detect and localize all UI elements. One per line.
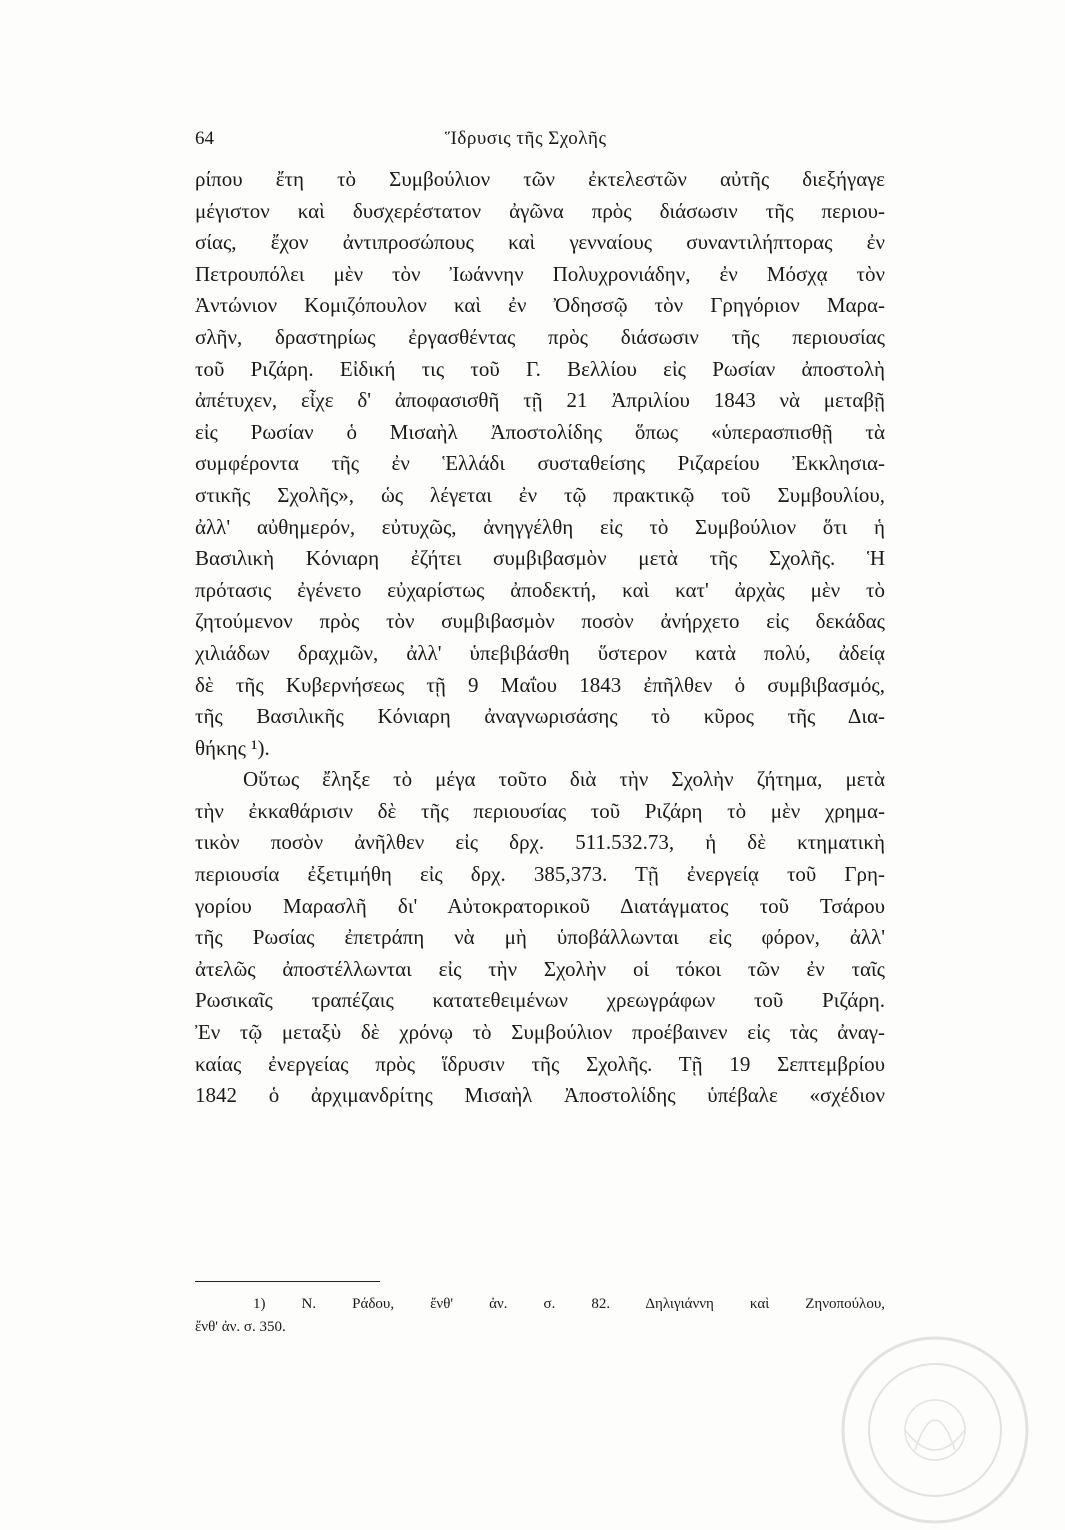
text-line: τῆς Ρωσίας ἐπετράπη νὰ μὴ ὑποβάλλωνται εἰς φόρον, ἀλλ' xyxy=(195,925,885,950)
text-line: Ἐν τῷ μεταξὺ δὲ χρόνῳ τὸ Συμβούλιον προέβαινεν εἰς τὰς ἀναγ- xyxy=(195,1020,885,1045)
footnote-divider xyxy=(195,1281,380,1282)
body-text xyxy=(195,164,885,1112)
text-line: Οὕτως ἔληξε τὸ μέγα τοῦτο διὰ τὴν Σχολὴν ζήτημα, μετὰ xyxy=(243,767,885,792)
text-line: Ἀντώνιον Κομιζόπουλον καὶ ἐν Ὀδησσῷ τὸν Γρηγόριον Μαρα- xyxy=(195,293,885,318)
text-line: σίας, ἔχον ἀντιπροσώπους καὶ γενναίους συναντιλήπτορας ἐν xyxy=(195,230,885,255)
text-line: θήκης ¹). xyxy=(195,735,270,760)
text-line: Βασιλικὴ Κόνιαρη ἐζήτει συμβιβασμὸν μετὰ τῆς Σχολῆς. Ἡ xyxy=(195,546,885,571)
text-line: δὲ τῆς Κυβερνήσεως τῇ 9 Μαΐου 1843 ἐπῆλθεν ὁ συμβιβασμός, xyxy=(195,672,885,697)
text-line: σλῆν, δραστηρίως ἐργασθέντας πρὸς διάσωσιν τῆς περιουσίας xyxy=(195,324,885,349)
text-line: τῆς Βασιλικῆς Κόνιαρη ἀναγνωρισάσης τὸ κῦρος τῆς Δια- xyxy=(195,704,885,729)
text-line: 1842 ὁ ἀρχιμανδρίτης Μισαὴλ Ἀποστολίδης ὑπέβαλε «σχέδιον xyxy=(195,1083,885,1108)
text-line: εἰς Ρωσίαν ὁ Μισαὴλ Ἀποστολίδης ὅπως «ὑπερασπισθῇ τὰ xyxy=(195,419,885,444)
text-line: στικῆς Σχολῆς», ὡς λέγεται ἐν τῷ πρακτικῷ τοῦ Συμβουλίου, xyxy=(195,482,885,507)
text-line: συμφέροντα τῆς ἐν Ἑλλάδι συσταθείσης Ριζαρείου Ἐκκλησια- xyxy=(195,451,885,476)
text-line: ρίπου ἔτη τὸ Συμβούλιον τῶν ἐκτελεστῶν αὐτῆς διεξήγαγε xyxy=(195,167,885,191)
page-header xyxy=(195,128,885,158)
text-line: καίας ἐνεργείας πρὸς ἵδρυσιν τῆς Σχολῆς. Τῇ 19 Σεπτεμβρίου xyxy=(195,1051,885,1076)
text-line: χιλιάδων δραχμῶν, ἀλλ' ὑπεβιβάσθη ὕστερον κατὰ πολύ, ἀδείᾳ xyxy=(195,640,885,665)
text-line: τὴν ἐκκαθάρισιν δὲ τῆς περιουσίας τοῦ Ριζάρη τὸ μὲν χρημα- xyxy=(195,798,885,823)
footnotes xyxy=(195,1293,885,1339)
text-line: Ρωσικαῖς τραπέζαις κατατεθειμένων χρεωγράφων τοῦ Ριζάρη. xyxy=(195,988,885,1013)
running-head: Ἵδρυσις τῆς Σχολῆς xyxy=(445,128,607,149)
library-stamp-watermark xyxy=(835,1330,1035,1530)
text-line: τοῦ Ριζάρη. Εἰδική τις τοῦ Γ. Βελλίου εἰς Ρωσίαν ἀποστολὴ xyxy=(195,356,885,381)
text-line: μέγιστον καὶ δυσχερέστατον ἀγῶνα πρὸς διάσωσιν τῆς περιου- xyxy=(195,198,885,223)
text-line: ἀπέτυχεν, εἶχε δ' ἀποφασισθῆ τῇ 21 Ἀπριλίου 1843 νὰ μεταβῇ xyxy=(195,388,885,413)
text-line: ἀλλ' αὐθημερόν, εὐτυχῶς, ἀνηγγέλθη εἰς τὸ Συμβούλιον ὅτι ἡ xyxy=(195,514,885,539)
page-number: 64 xyxy=(195,128,214,149)
text-line: περιουσία ἐξετιμήθη εἰς δρχ. 385,373. Τῇ ἐνεργείᾳ τοῦ Γρη- xyxy=(195,862,885,887)
text-line: πρότασις ἐγένετο εὐχαρίστως ἀποδεκτή, καὶ κατ' ἀρχὰς μὲν τὸ xyxy=(195,577,885,602)
text-line: γορίου Μαρασλῆ δι' Αὐτοκρατορικοῦ Διατάγματος τοῦ Τσάρου xyxy=(195,893,885,918)
text-line: ἀτελῶς ἀποστέλλωνται εἰς τὴν Σχολὴν οἱ τόκοι τῶν ἐν ταῖς xyxy=(195,956,885,981)
text-line: Πετρουπόλει μὲν τὸν Ἰωάννην Πολυχρονιάδην, ἐν Μόσχᾳ τὸν xyxy=(195,261,885,286)
text-line: ζητούμενον πρὸς τὸν συμβιβασμὸν ποσὸν ἀνήρχετο εἰς δεκάδας xyxy=(195,609,885,634)
footnote-line: ἔνθ' ἀν. σ. 350. xyxy=(195,1319,286,1335)
text-line: τικὸν ποσὸν ἀνῆλθεν εἰς δρχ. 511.532.73, ἡ δὲ κτηματικὴ xyxy=(195,830,885,855)
footnote-line: 1) Ν. Ράδου, ἔνθ' ἀν. σ. 82. Δηλιγιάννη καὶ Ζηνοπούλου, xyxy=(253,1296,885,1312)
